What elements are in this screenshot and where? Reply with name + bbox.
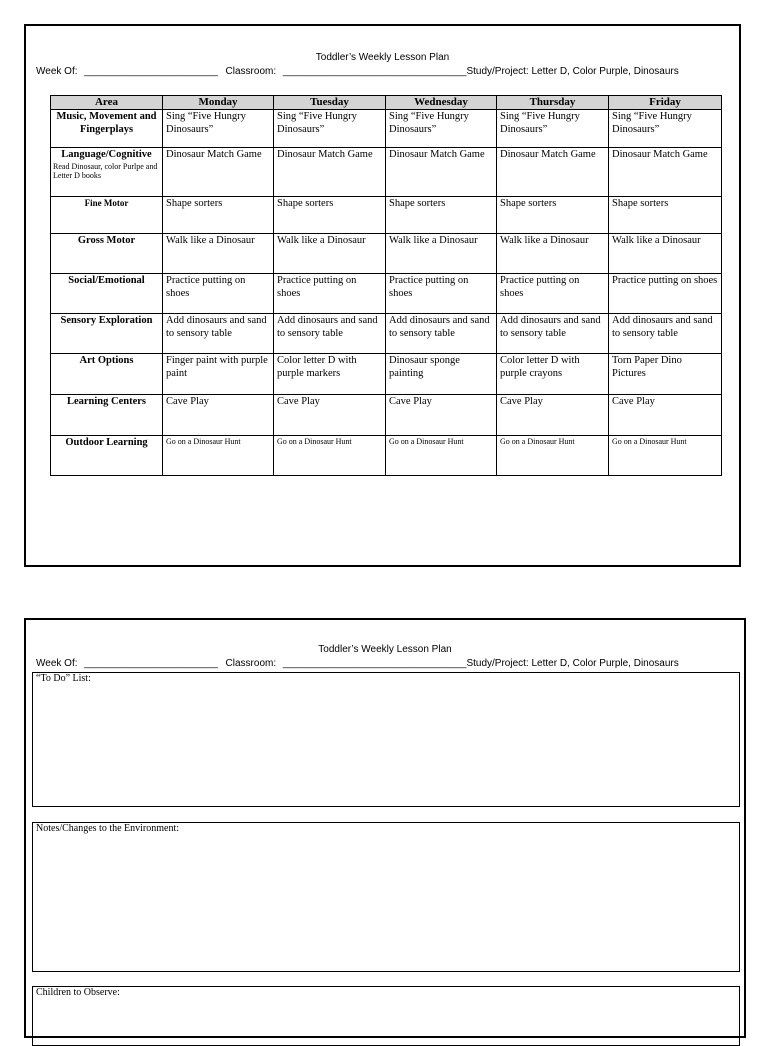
table-cell: Dinosaur sponge painting (386, 354, 497, 395)
table-cell: Finger paint with purple paint (163, 354, 274, 395)
table-cell: Sing “Five Hungry Dinosaurs” (386, 110, 497, 148)
table-header-row (51, 96, 722, 110)
table-cell: Color letter D with purple markers (274, 354, 386, 395)
header-friday: Friday (609, 96, 722, 110)
area-cell: Music, Movement and Fingerplays (51, 110, 163, 148)
table-cell: Cave Play (163, 395, 274, 436)
notes-label: Notes/Changes to the Environment: (36, 823, 180, 834)
table-cell: Dinosaur Match Game (163, 148, 274, 197)
notes-box (32, 822, 740, 972)
study-project-label: Study/Project: Letter D, Color Purple, Dinosaurs (466, 66, 679, 77)
table-cell: Walk like a Dinosaur (497, 234, 609, 274)
week-of-label: Week Of: (36, 658, 78, 669)
table-row (51, 197, 722, 234)
table-cell: Cave Play (274, 395, 386, 436)
table-row (51, 234, 722, 274)
area-sublabel: Read Dinosaur, color Purlpe and Letter D books (53, 161, 158, 180)
table-cell: Add dinosaurs and sand to sensory table (386, 314, 497, 354)
table-cell: Walk like a Dinosaur (274, 234, 386, 274)
week-of-blank: ________________________ (84, 658, 218, 669)
table-cell: Go on a Dinosaur Hunt (386, 436, 497, 476)
area-cell: Fine Motor (51, 197, 163, 234)
lesson-plan-page-1 (24, 24, 741, 567)
table-cell: Add dinosaurs and sand to sensory table (274, 314, 386, 354)
table-cell: Shape sorters (609, 197, 722, 234)
table-row (51, 314, 722, 354)
table-cell: Add dinosaurs and sand to sensory table (609, 314, 722, 354)
table-cell: Walk like a Dinosaur (386, 234, 497, 274)
area-cell: Outdoor Learning (51, 436, 163, 476)
todo-list-label: “To Do” List: (36, 673, 91, 684)
meta-line (36, 66, 729, 77)
meta-line (36, 658, 734, 669)
table-row (51, 395, 722, 436)
table-cell: Go on a Dinosaur Hunt (163, 436, 274, 476)
table-cell: Dinosaur Match Game (609, 148, 722, 197)
table-cell: Sing “Five Hungry Dinosaurs” (274, 110, 386, 148)
table-cell: Color letter D with purple crayons (497, 354, 609, 395)
table-cell: Practice putting on shoes (609, 274, 722, 314)
header-monday: Monday (163, 96, 274, 110)
table-cell: Shape sorters (163, 197, 274, 234)
table-cell: Cave Play (497, 395, 609, 436)
table-row (51, 436, 722, 476)
table-cell: Dinosaur Match Game (386, 148, 497, 197)
table-cell: Torn Paper Dino Pictures (609, 354, 722, 395)
table-row (51, 354, 722, 395)
area-cell: Learning Centers (51, 395, 163, 436)
table-cell: Shape sorters (274, 197, 386, 234)
lesson-plan-table (50, 95, 722, 476)
classroom-label: Classroom: (225, 66, 277, 77)
header-thursday: Thursday (497, 96, 609, 110)
classroom-label: Classroom: (225, 658, 277, 669)
children-to-observe-box (32, 986, 740, 1046)
area-cell: Social/Emotional (51, 274, 163, 314)
header-area: Area (51, 96, 163, 110)
table-cell: Practice putting on shoes (274, 274, 386, 314)
table-cell: Walk like a Dinosaur (609, 234, 722, 274)
area-cell: Gross Motor (51, 234, 163, 274)
table-cell: Dinosaur Match Game (274, 148, 386, 197)
study-project-label: Study/Project: Letter D, Color Purple, Dinosaurs (466, 658, 679, 669)
table-row (51, 274, 722, 314)
classroom-blank: _________________________________ (282, 658, 467, 669)
table-cell: Dinosaur Match Game (497, 148, 609, 197)
todo-list-box (32, 672, 740, 807)
table-cell: Shape sorters (497, 197, 609, 234)
children-to-observe-label: Children to Observe: (36, 987, 120, 998)
week-of-blank: ________________________ (84, 66, 218, 77)
area-cell (51, 148, 163, 197)
table-row (51, 148, 722, 197)
table-cell: Sing “Five Hungry Dinosaurs” (609, 110, 722, 148)
table-row (51, 110, 722, 148)
table-cell: Walk like a Dinosaur (163, 234, 274, 274)
page-title: Toddler’s Weekly Lesson Plan (315, 52, 450, 63)
area-cell: Sensory Exploration (51, 314, 163, 354)
table-cell: Cave Play (386, 395, 497, 436)
table-cell: Add dinosaurs and sand to sensory table (497, 314, 609, 354)
page-title: Toddler’s Weekly Lesson Plan (318, 644, 452, 655)
table-cell: Cave Play (609, 395, 722, 436)
table-cell: Sing “Five Hungry Dinosaurs” (163, 110, 274, 148)
classroom-blank: _________________________________ (282, 66, 467, 77)
table-cell: Sing “Five Hungry Dinosaurs” (497, 110, 609, 148)
area-label: Language/Cognitive (61, 149, 152, 161)
table-cell: Go on a Dinosaur Hunt (497, 436, 609, 476)
area-cell: Art Options (51, 354, 163, 395)
table-cell: Practice putting on shoes (163, 274, 274, 314)
table-cell: Go on a Dinosaur Hunt (609, 436, 722, 476)
header-wednesday: Wednesday (386, 96, 497, 110)
table-cell: Go on a Dinosaur Hunt (274, 436, 386, 476)
table-cell: Practice putting on shoes (386, 274, 497, 314)
lesson-plan-page-2 (24, 618, 746, 1038)
table-cell: Practice putting on shoes (497, 274, 609, 314)
week-of-label: Week Of: (36, 66, 78, 77)
table-cell: Shape sorters (386, 197, 497, 234)
header-tuesday: Tuesday (274, 96, 386, 110)
table-cell: Add dinosaurs and sand to sensory table (163, 314, 274, 354)
